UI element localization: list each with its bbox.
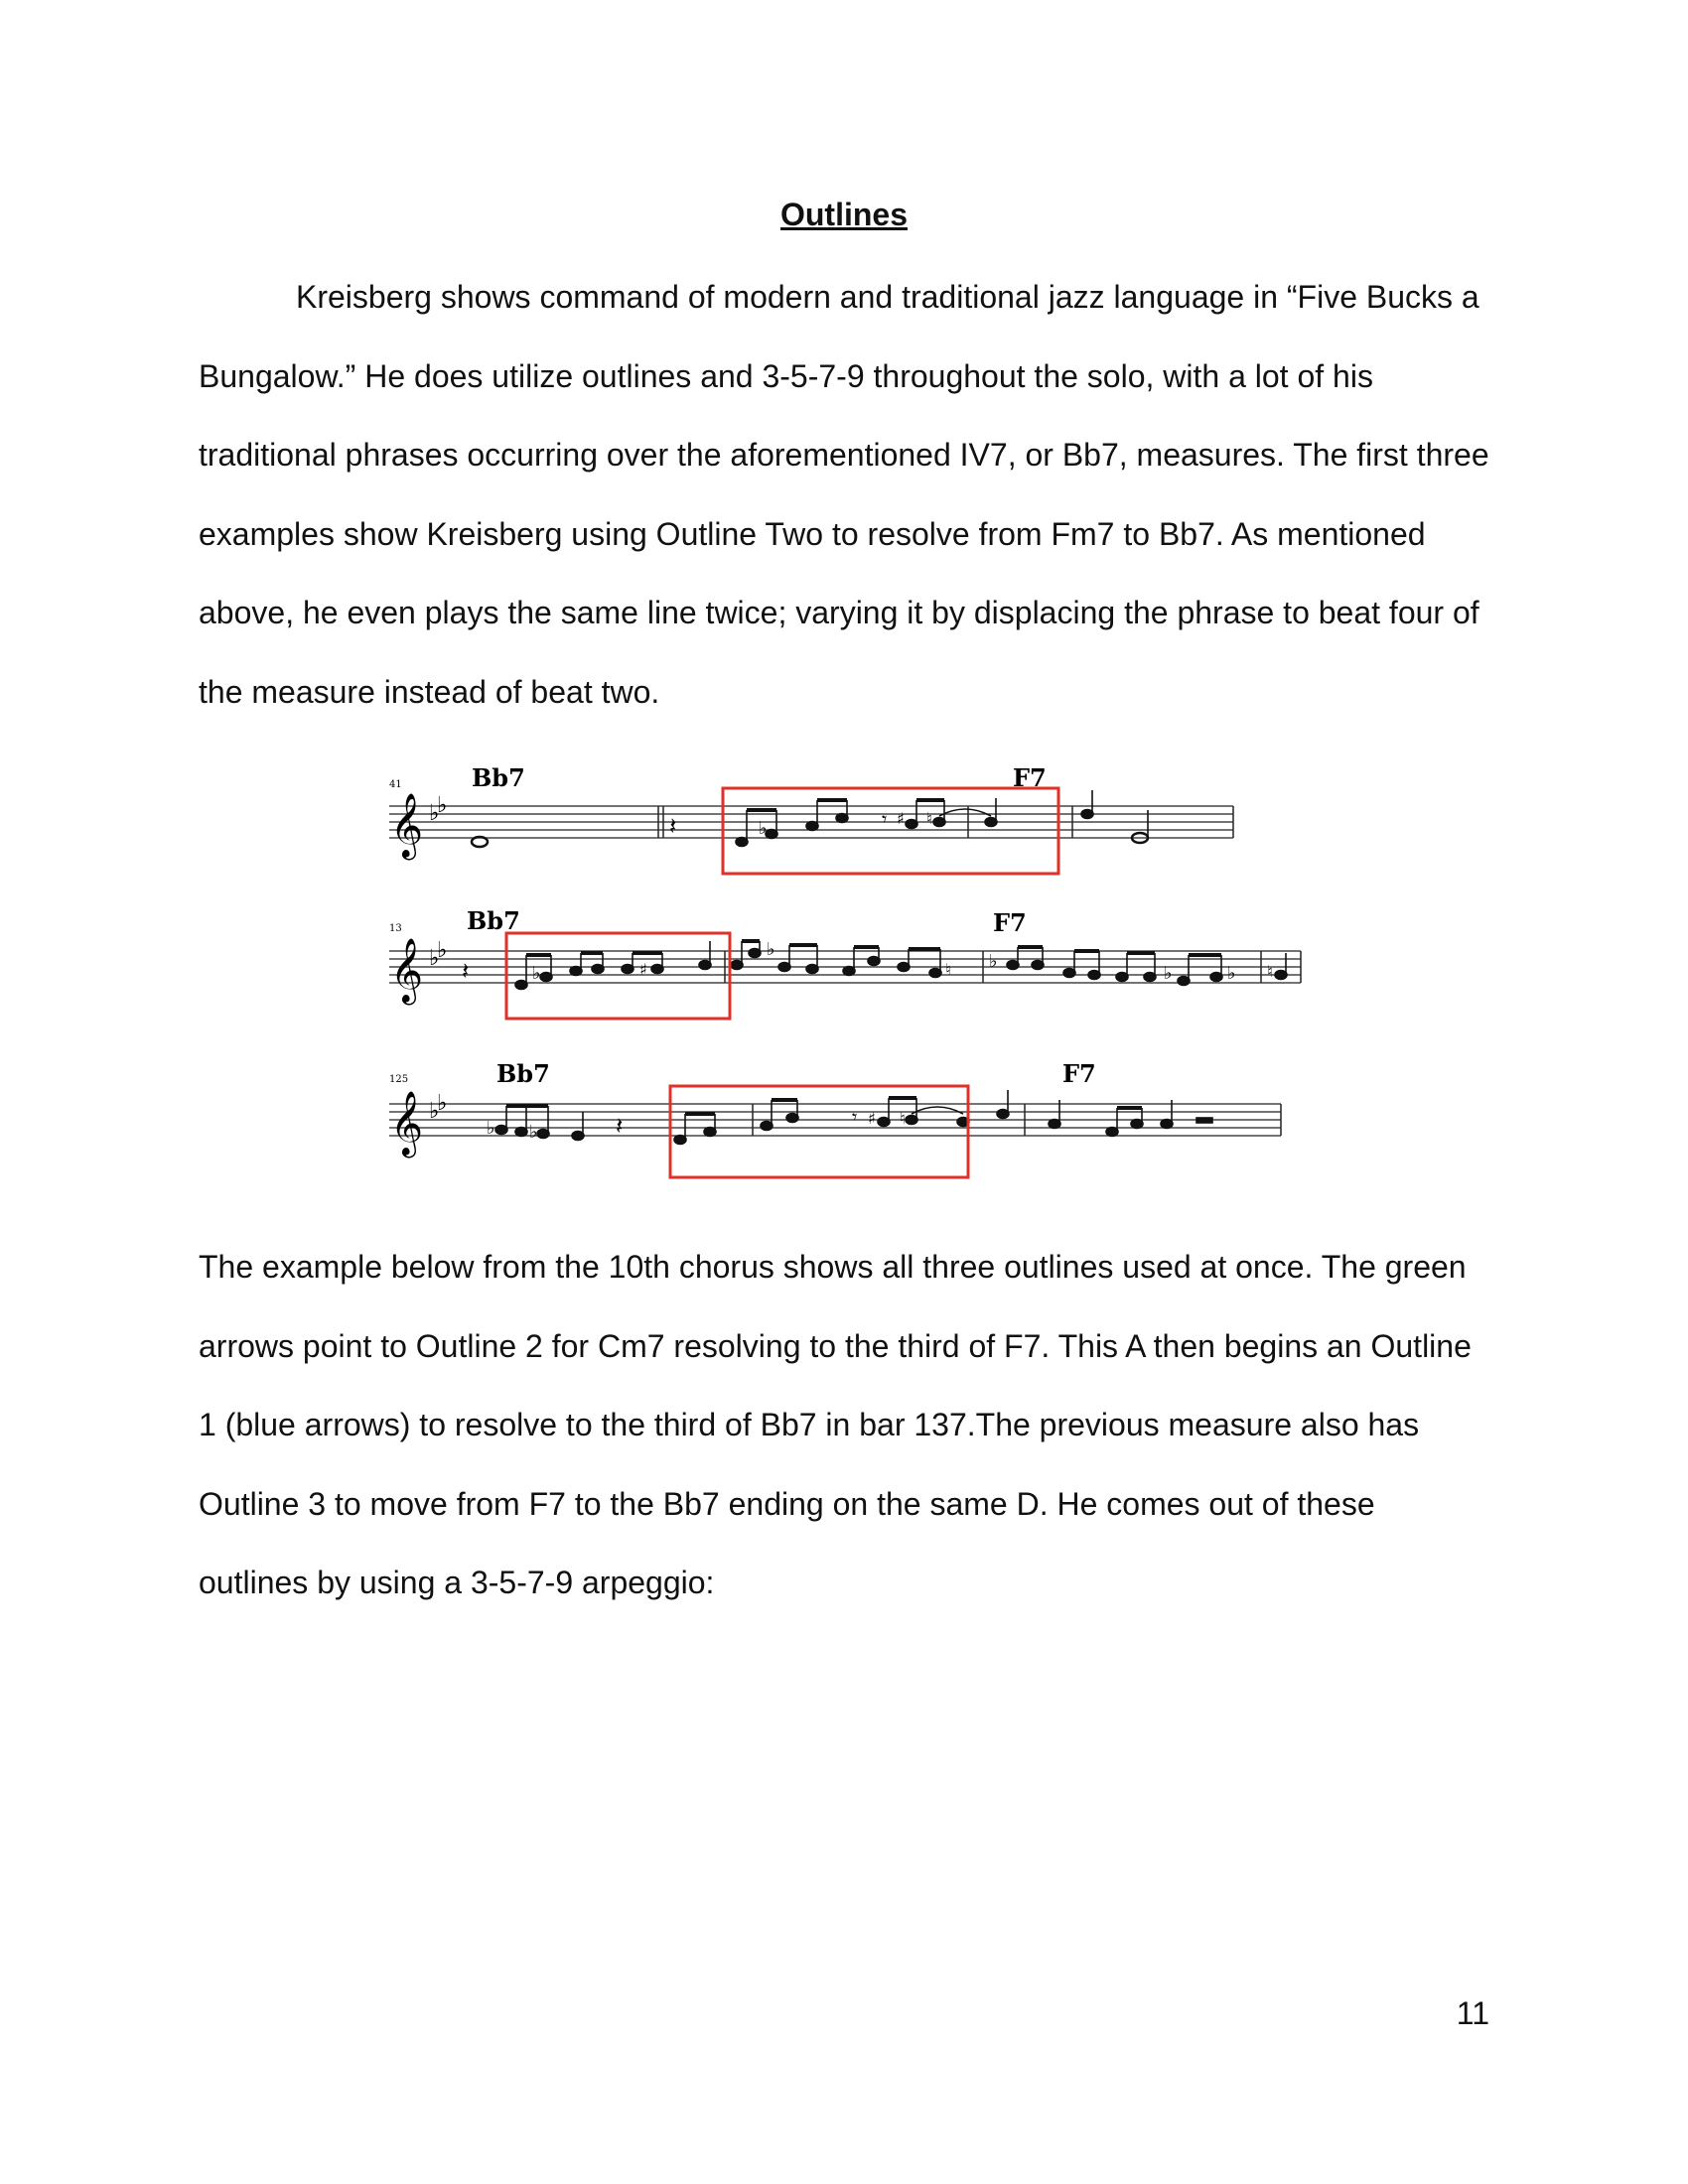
flat-accidental-icon: ♭ [529, 1122, 538, 1143]
quarter-rest-icon: 𝄽 [616, 1112, 624, 1140]
staff-3 [389, 1059, 1281, 1177]
staff-2-chord-1: Bb7 [467, 906, 520, 935]
section-heading: Outlines [779, 197, 908, 232]
natural-accidental-icon: ♮ [926, 809, 932, 828]
staff-2-measure-number: 13 [389, 923, 402, 934]
page-number: 11 [1456, 1995, 1489, 2031]
staff-1-measure-number: 41 [389, 779, 402, 790]
natural-accidental-icon: ♮ [945, 960, 951, 979]
treble-clef-icon: 𝄞 [390, 1091, 424, 1156]
treble-clef-icon: 𝄞 [390, 938, 424, 1003]
music-notation-figure [377, 754, 1321, 1201]
flat-accidental-icon: ♭ [767, 939, 775, 960]
music-notation-svg [377, 754, 1321, 1201]
staff-1 [389, 763, 1233, 874]
eighth-rest-icon: 𝄾 [882, 807, 888, 831]
key-signature-flat-icon: ♭ [429, 946, 440, 971]
key-signature-flat-icon: ♭ [429, 801, 440, 826]
flat-accidental-icon: ♭ [532, 963, 541, 984]
key-signature-flat-icon: ♭ [437, 793, 448, 818]
flat-accidental-icon: ♭ [989, 951, 998, 972]
sharp-accidental-icon: ♯ [639, 960, 647, 979]
staff-3-chord-2: F7 [1062, 1059, 1096, 1088]
paragraph-example [199, 1228, 1489, 1623]
eighth-rest-icon: 𝄾 [852, 1105, 858, 1129]
natural-accidental-icon: ♮ [900, 1109, 906, 1128]
quarter-rest-icon: 𝄽 [669, 812, 677, 840]
flat-accidental-icon: ♭ [1227, 963, 1236, 984]
paragraph-intro [199, 258, 1489, 732]
flat-accidental-icon: ♭ [487, 1118, 495, 1139]
tie-icon [939, 809, 991, 816]
quarter-rest-icon: 𝄽 [462, 957, 470, 985]
natural-accidental-icon: ♮ [1267, 962, 1273, 981]
sharp-accidental-icon: ♯ [868, 1109, 876, 1128]
flat-accidental-icon: ♭ [759, 818, 768, 839]
staff-1-chord-1: Bb7 [472, 763, 525, 792]
staff-3-measure-number: 125 [389, 1074, 409, 1085]
staff-3-chord-1: Bb7 [496, 1059, 550, 1088]
staff-1-chord-2: F7 [1013, 763, 1047, 792]
flat-accidental-icon: ♭ [1164, 963, 1173, 984]
staff-2-chord-2: F7 [993, 908, 1027, 937]
key-signature-flat-icon: ♭ [429, 1099, 440, 1124]
paragraph-example-text: The example below from the 10th chorus shows all three outlines used at once. The green arrows point to Outline 2 for Cm7 resolving to the third of F7. This A then begins an Outline 1 (blue arrows) to resolve to the third of Bb7 in bar 137.The previous measure also has Outline 3 to move from F7 to the Bb7 ending on the same D. He comes out of these outlines by using a 3-5-7-9 arpeggio: [199, 1249, 1472, 1600]
paragraph-intro-text: Kreisberg shows command of modern and traditional jazz language in “Five Bucks a Bungalow.” He does utilize outlines and 3-5-7-9 throughout the solo, with a lot of his traditional phrases occurring over the aforementioned IV7, or Bb7, measures. The first three examples show Kreisberg using Outline Two to resolve from Fm7 to Bb7. As mentioned above, he even plays the same line twice; varying it by displacing the phrase to beat four of the measure instead of beat two. [199, 279, 1489, 710]
key-signature-flat-icon: ♭ [437, 1091, 448, 1116]
key-signature-flat-icon: ♭ [437, 938, 448, 963]
staff-2 [389, 906, 1301, 1019]
treble-clef-icon: 𝄞 [390, 793, 424, 858]
sharp-accidental-icon: ♯ [897, 809, 905, 828]
tie-icon [912, 1107, 963, 1114]
